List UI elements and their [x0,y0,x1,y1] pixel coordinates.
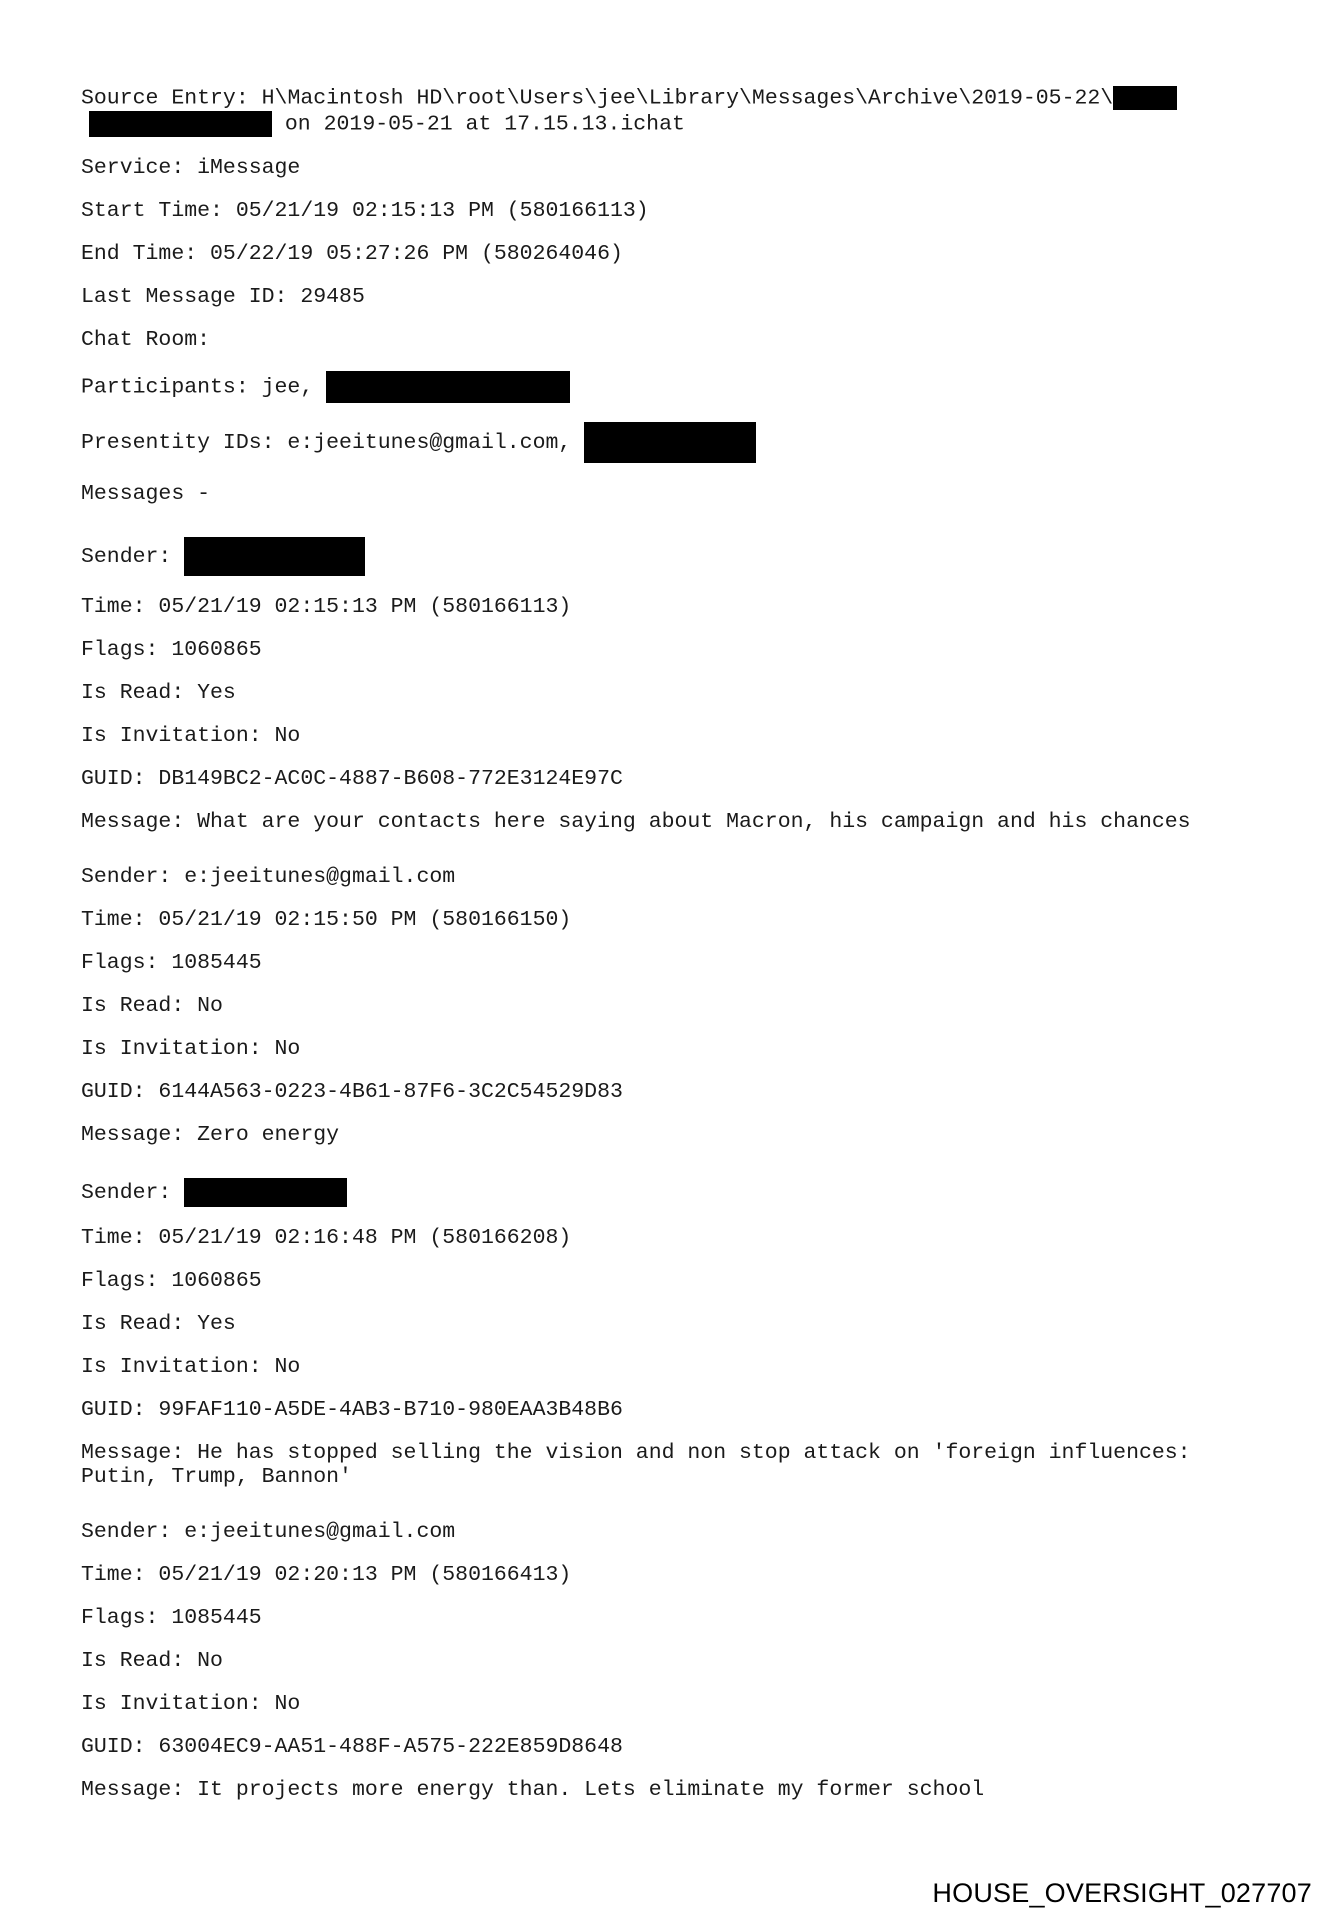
guid-field: GUID: 99FAF110-A5DE-4AB3-B710-980EAA3B48B6 [81,1398,623,1423]
flags-field: Flags: 1085445 [81,951,262,976]
message-text: Message: Zero energy [81,1123,340,1148]
guid-field: GUID: DB149BC2-AC0C-4887-B608-772E3124E97C [81,767,623,792]
source-entry-suffix: on 2019-05-21 at 17.15.13.ichat [284,112,685,137]
redaction-box [326,371,570,403]
redaction-box [184,537,365,576]
bates-number: HOUSE_OVERSIGHT_027707 [932,1878,1312,1908]
flags-field: Flags: 1060865 [81,638,262,663]
redaction-box [89,111,272,137]
service-field: Service: iMessage [81,156,301,181]
presentity-ids-text: Presentity IDs: e:jeeitunes@gmail.com, [81,431,572,456]
message-record [81,537,1261,834]
time-field: Time: 05/21/19 02:20:13 PM (580166413) [81,1563,572,1588]
sender-field: Sender: e:jeeitunes@gmail.com [81,1520,456,1545]
message-record [81,1178,1261,1489]
sender-label: Sender: [81,545,172,570]
header-block [81,86,1261,506]
chat-export-document [81,86,1261,1802]
is-read-field: Is Read: Yes [81,681,236,706]
sender-label: Sender: [81,1181,172,1206]
is-invitation-field: Is Invitation: No [81,1355,301,1380]
end-time-field: End Time: 05/22/19 05:27:26 PM (580264046) [81,242,623,267]
is-read-field: Is Read: No [81,1649,223,1674]
sender-field [81,537,1261,576]
participants-text: Participants: jee, [81,376,314,401]
last-message-id-field: Last Message ID: 29485 [81,285,365,310]
message-record [81,1520,1261,1802]
chat-room-field: Chat Room: [81,328,211,353]
message-text-continued: Putin, Trump, Bannon' [81,1465,352,1490]
message-text: Message: What are your contacts here saying about Macron, his campaign and his chances [81,810,1191,835]
guid-field: GUID: 63004EC9-AA51-488F-A575-222E859D8648 [81,1735,623,1760]
start-time-field: Start Time: 05/21/19 02:15:13 PM (580166113) [81,199,649,224]
presentity-ids-field [81,422,1261,463]
source-entry-path: H\Macintosh HD\root\Users\jee\Library\Messages\Archive\2019-05-22\ [261,86,1114,111]
sender-field [81,1178,1261,1207]
messages-label: Messages - [81,482,211,507]
is-read-field: Is Read: Yes [81,1312,236,1337]
source-entry-label: Source Entry: [81,86,249,111]
is-invitation-field: Is Invitation: No [81,1692,301,1717]
sender-field: Sender: e:jeeitunes@gmail.com [81,865,456,890]
guid-field: GUID: 6144A563-0223-4B61-87F6-3C2C54529D83 [81,1080,623,1105]
flags-field: Flags: 1085445 [81,1606,262,1631]
redaction-box [584,422,756,463]
source-entry-line-2 [81,111,1261,138]
is-invitation-field: Is Invitation: No [81,724,301,749]
redaction-box [1113,86,1177,110]
is-invitation-field: Is Invitation: No [81,1037,301,1062]
time-field: Time: 05/21/19 02:16:48 PM (580166208) [81,1226,572,1251]
message-text: Message: He has stopped selling the vision and non stop attack on 'foreign influences: [81,1441,1191,1466]
message-text: Message: It projects more energy than. Lets eliminate my former school [81,1778,985,1803]
time-field: Time: 05/21/19 02:15:50 PM (580166150) [81,908,572,933]
flags-field: Flags: 1060865 [81,1269,262,1294]
source-entry-line [81,86,1261,111]
participants-field [81,371,1261,403]
redaction-box [184,1178,347,1207]
is-read-field: Is Read: No [81,994,223,1019]
time-field: Time: 05/21/19 02:15:13 PM (580166113) [81,595,572,620]
message-record [81,865,1261,1147]
